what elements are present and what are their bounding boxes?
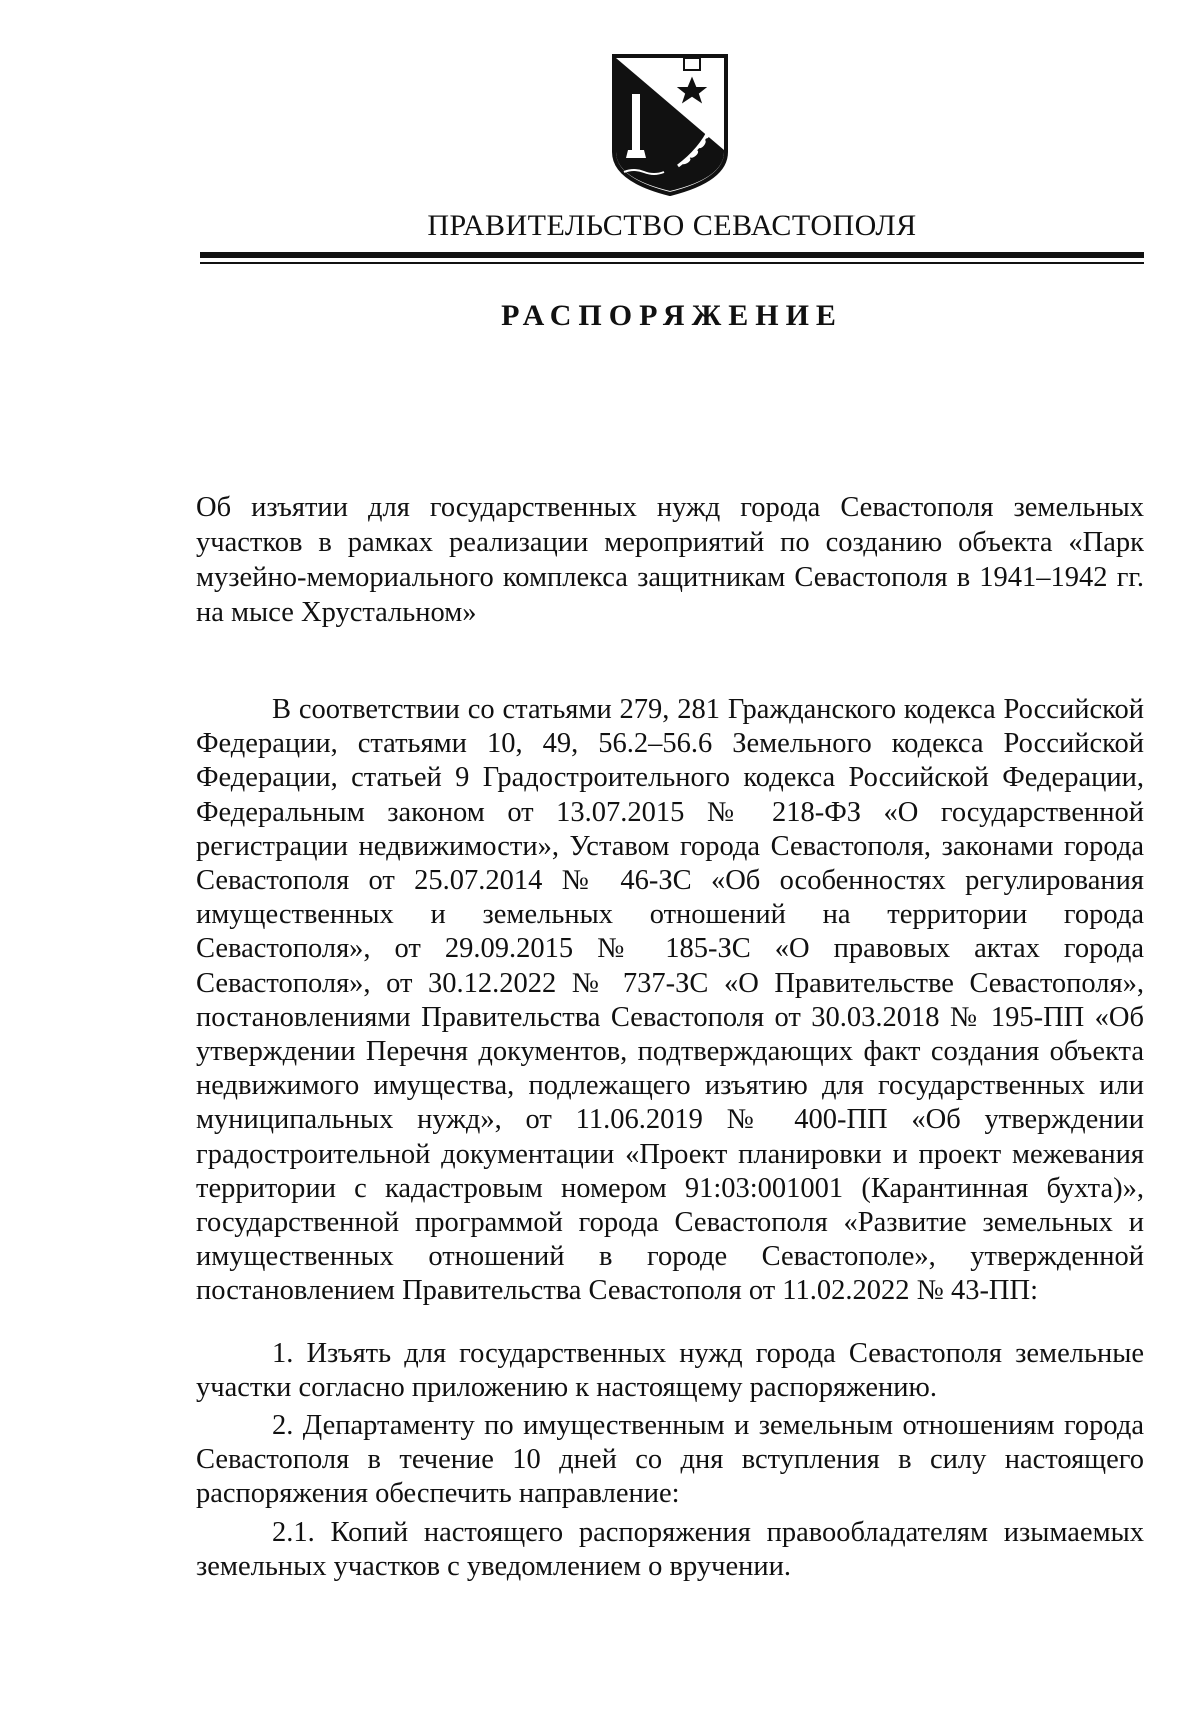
header-divider-thin	[200, 262, 1144, 264]
document-type-heading: РАСПОРЯЖЕНИЕ	[501, 299, 843, 332]
preamble-paragraph: В соответствии со статьями 279, 281 Гражданского кодекса Российской Федерации, статьями 10, 49, 56.2–56.6 Земельного кодекса Российской Федерации, статьей 9 Градостроительного кодекса Российской Федерации, Федеральным законом от 13.07.2015 № 218-ФЗ «О государственной регистрации недвижимости», Уставом города Севастополя, законами города Севастополя от 25.07.2014 № 46-ЗС «Об особенностях регулирования имущественных и земельных отношений на территории города Севастополя», от 29.09.2015 № 185-ЗС «О правовых актах города Севастополя», от 30.12.2022 № 737-ЗС «О Правительстве Севастополя», постановлениями Правительства Севастополя от 30.03.2018 № 195-ПП «Об утверждении Перечня документов, подтверждающих факт создания объекта недвижимого имущества, подлежащего изъятию для государственных или муниципальных нужд», от 11.06.2019 № 400-ПП «Об утверждении градостроительной документации «Проект планировки и проект межевания территории с кадастровым номером 91:03:001001 (Карантинная бухта)», государственной программой города Севастополя «Развитие земельных и имущественных отношений в городе Севастополе», утвержденной постановлением Правительства Севастополя от 11.02.2022 № 43-ПП:	[196, 694, 1144, 1307]
organization-name: ПРАВИТЕЛЬСТВО СЕВАСТОПОЛЯ	[427, 209, 917, 242]
document-body	[196, 693, 1144, 1584]
header-divider-thick	[200, 252, 1144, 258]
document-title: Об изъятии для государственных нужд города Севастополя земельных участков в рамках реализации мероприятий по созданию объекта «Парк музейно-мемориального комплекса защитникам Севастополя в 1941–1942 гг. на мысе Хрустальном»	[196, 492, 1144, 628]
sevastopol-coat-of-arms-icon	[608, 48, 732, 198]
item-paragraph: 2. Департаменту по имущественным и земельным отношениям города Севастополя в течение 10 дней со дня вступления в силу настоящего распоряжения обеспечить направление:	[196, 1410, 1144, 1510]
item-paragraph: 1. Изъять для государственных нужд города Севастополя земельные участки согласно приложению к настоящему распоряжению.	[196, 1337, 1144, 1403]
item-paragraph: 2.1. Копий настоящего распоряжения правообладателям изымаемых земельных участков с уведомлением о вручении.	[196, 1516, 1144, 1582]
